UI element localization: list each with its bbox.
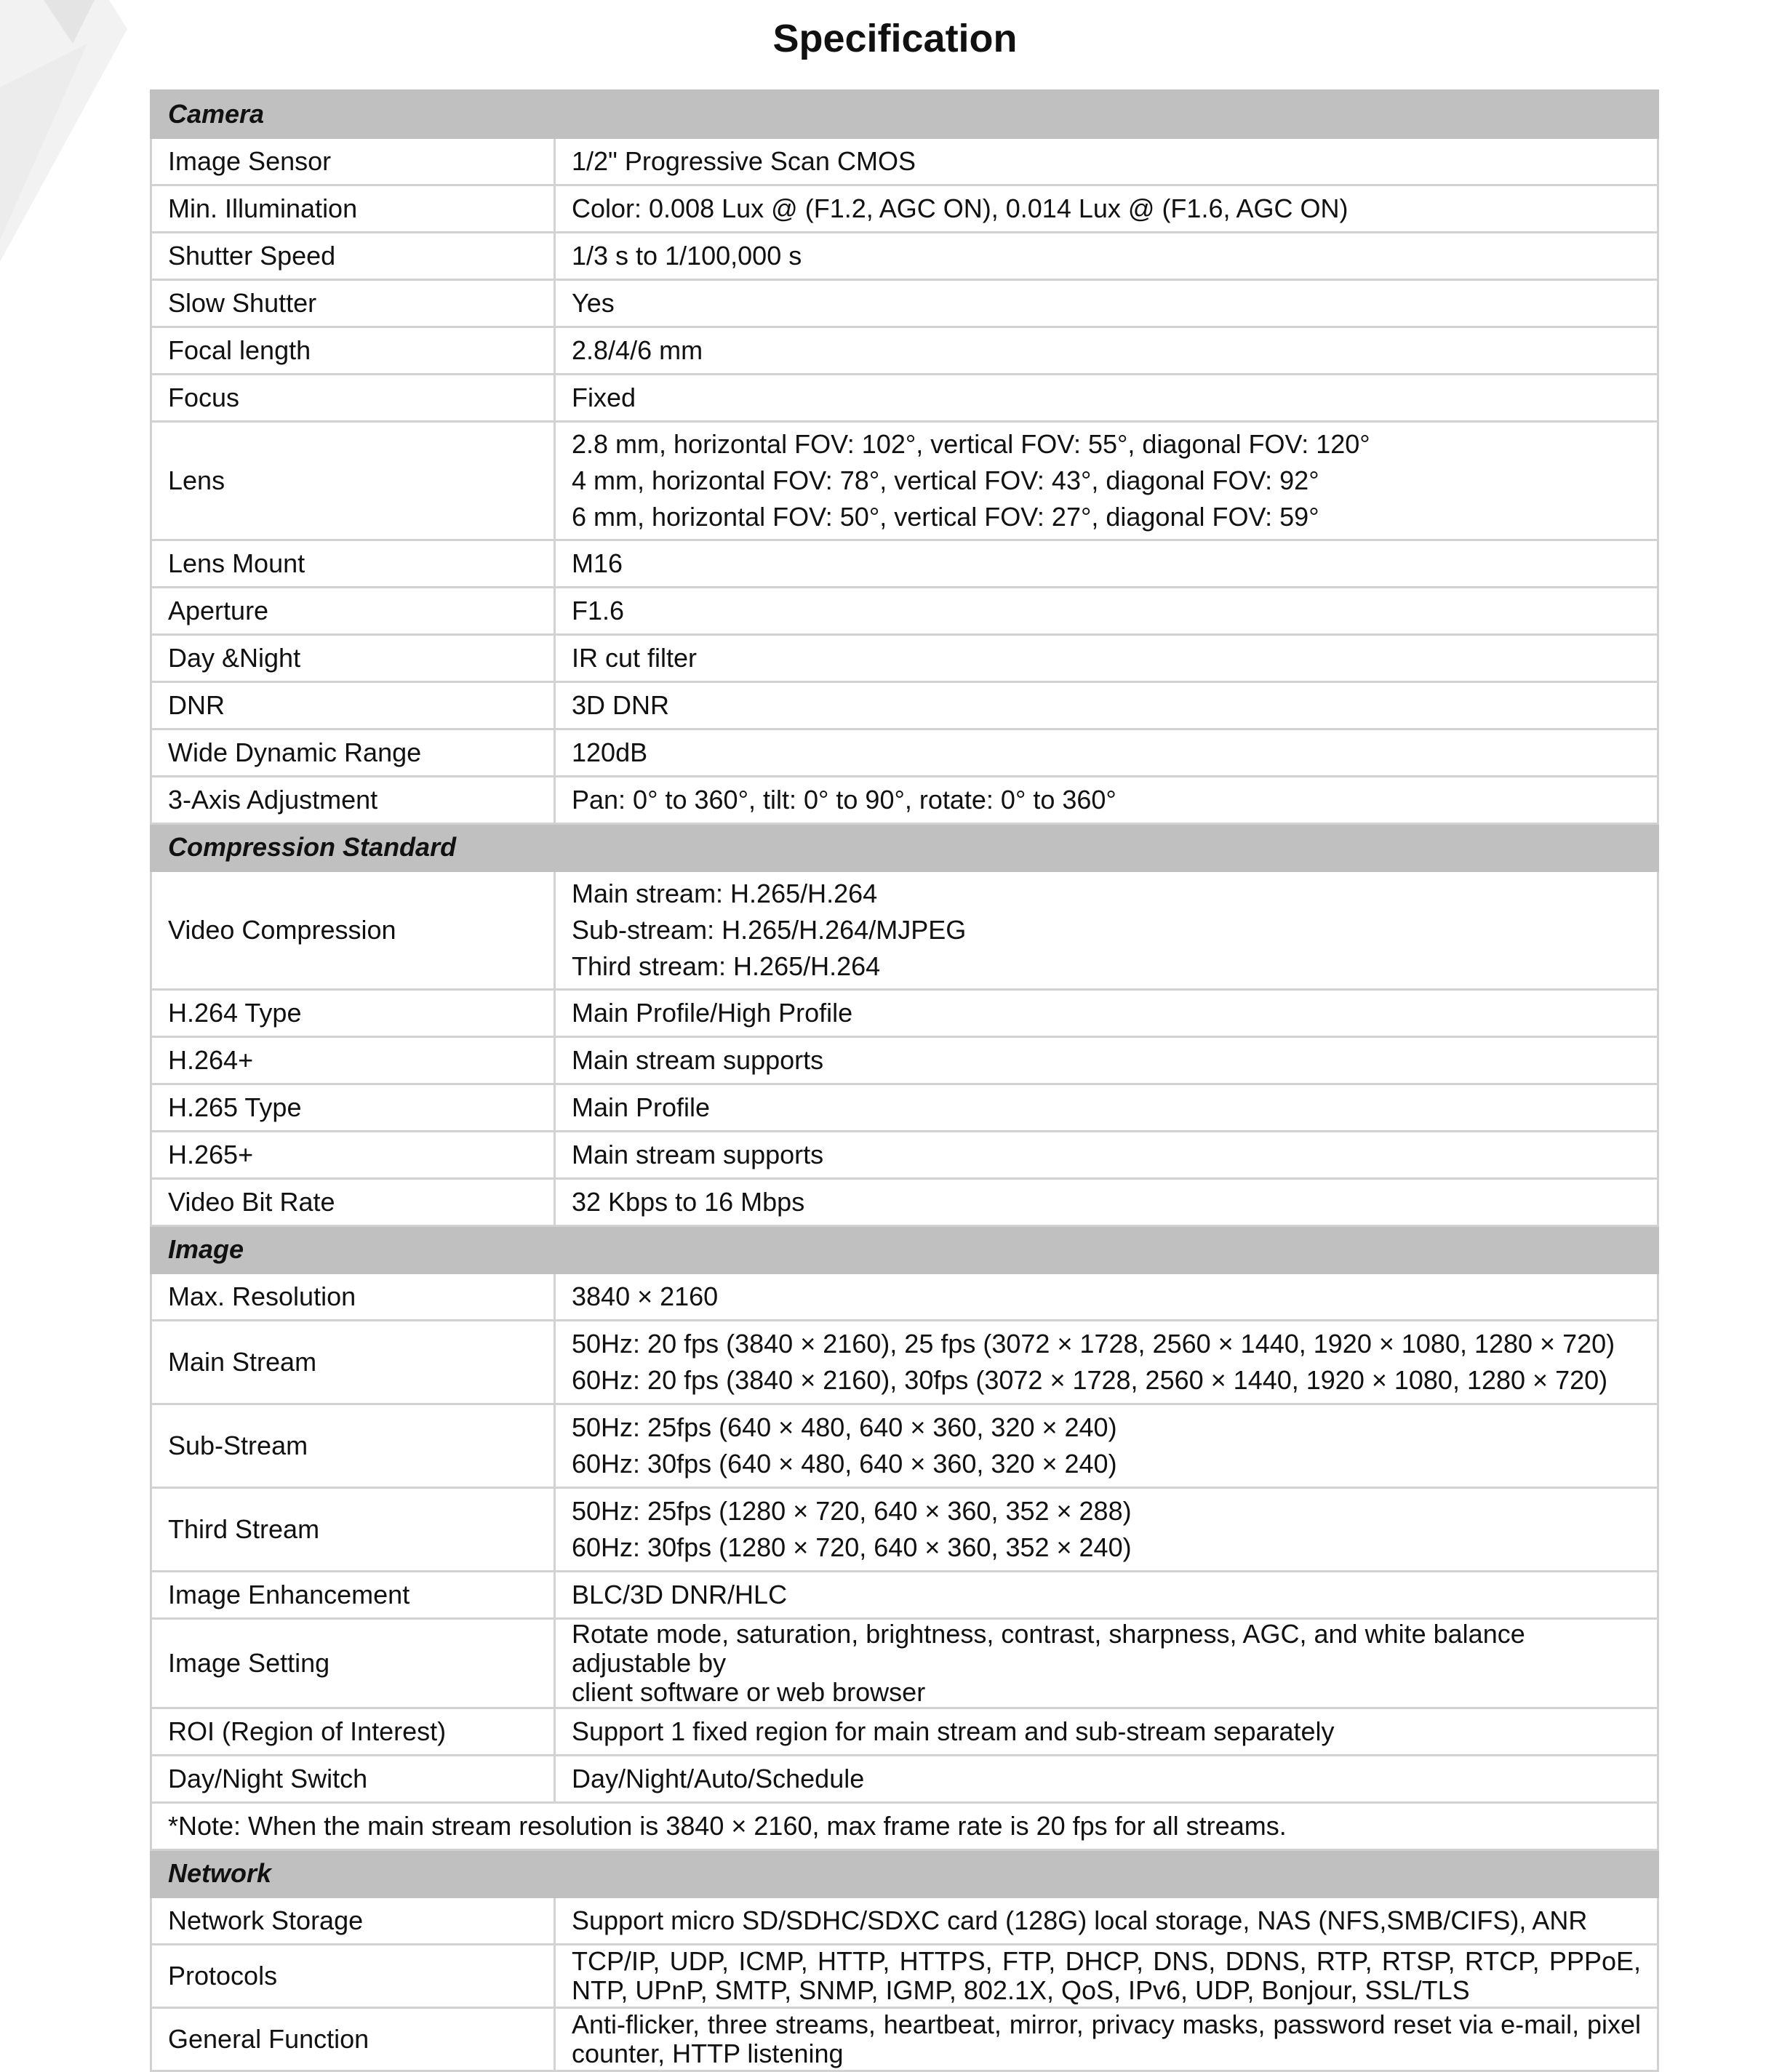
- spec-value: [555, 1404, 1658, 1488]
- spec-label: Image Enhancement: [151, 1572, 555, 1619]
- spec-value-line: 2.8 mm, horizontal FOV: 102°, vertical FOV: 55°, diagonal FOV: 120°: [572, 429, 1370, 459]
- page-title: Specification: [772, 17, 1018, 60]
- section-header-camera: [151, 91, 1658, 138]
- spec-value: [555, 871, 1658, 990]
- table-row: [151, 1572, 1658, 1619]
- table-row: [151, 1756, 1658, 1803]
- table-row: [151, 1897, 1658, 1945]
- spec-value: 2.8/4/6 mm: [555, 327, 1658, 375]
- spec-value: Day/Night/Auto/Schedule: [555, 1756, 1658, 1803]
- table-row: [151, 588, 1658, 635]
- spec-value: 1/3 s to 1/100,000 s: [555, 233, 1658, 280]
- spec-label: Slow Shutter: [151, 280, 555, 327]
- table-row: [151, 1404, 1658, 1488]
- spec-value-line: 6 mm, horizontal FOV: 50°, vertical FOV: 27°, diagonal FOV: 59°: [572, 502, 1319, 532]
- spec-value: Main Profile/High Profile: [555, 990, 1658, 1037]
- spec-value-line: Sub-stream: H.265/H.264/MJPEG: [572, 915, 967, 945]
- spec-value: Yes: [555, 280, 1658, 327]
- spec-value-line: Third stream: H.265/H.264: [572, 951, 881, 981]
- spec-label: ROI (Region of Interest): [151, 1708, 555, 1756]
- spec-label: DNR: [151, 682, 555, 729]
- table-row: [151, 1273, 1658, 1321]
- table-row: [151, 1619, 1658, 1708]
- note-row: [151, 1803, 1658, 1850]
- table-row: [151, 1084, 1658, 1132]
- spec-label: Max. Resolution: [151, 1273, 555, 1321]
- spec-value: M16: [555, 540, 1658, 588]
- section-title: Image: [151, 1226, 1658, 1273]
- spec-value: Main stream supports: [555, 1037, 1658, 1084]
- table-row: [151, 280, 1658, 327]
- table-row: [151, 1037, 1658, 1084]
- table-row: [151, 2008, 1658, 2071]
- section-header-network: [151, 1850, 1658, 1897]
- table-row: [151, 682, 1658, 729]
- spec-label: Image Sensor: [151, 138, 555, 185]
- spec-label: Focus: [151, 375, 555, 422]
- spec-value-line: 50Hz: 20 fps (3840 × 2160), 25 fps (3072 × 1728, 2560 × 1440, 1920 × 1080, 1280 × 720): [572, 1329, 1615, 1359]
- spec-value-line: client software or web browser: [572, 1677, 926, 1707]
- spec-label: Min. Illumination: [151, 185, 555, 233]
- section-title: Compression Standard: [151, 824, 1658, 871]
- table-row: [151, 327, 1658, 375]
- spec-label: Wide Dynamic Range: [151, 729, 555, 777]
- spec-label: Shutter Speed: [151, 233, 555, 280]
- spec-value-line: Main stream: H.265/H.264: [572, 879, 878, 908]
- table-row: [151, 635, 1658, 682]
- spec-label: Video Bit Rate: [151, 1179, 555, 1226]
- spec-label: 3-Axis Adjustment: [151, 777, 555, 824]
- table-row: [151, 729, 1658, 777]
- table-row: [151, 1708, 1658, 1756]
- table-row: [151, 1132, 1658, 1179]
- table-row: [151, 138, 1658, 185]
- spec-label: Image Setting: [151, 1619, 555, 1708]
- section-title: Network: [151, 1850, 1658, 1897]
- table-row: [151, 1179, 1658, 1226]
- spec-label: General Function: [151, 2008, 555, 2071]
- spec-value-line: 50Hz: 25fps (640 × 480, 640 × 360, 320 × 240): [572, 1412, 1117, 1442]
- spec-label: Video Compression: [151, 871, 555, 990]
- table-row: [151, 540, 1658, 588]
- spec-value-line: 50Hz: 25fps (1280 × 720, 640 × 360, 352 × 288): [572, 1496, 1132, 1526]
- spec-value: Fixed: [555, 375, 1658, 422]
- spec-value: Color: 0.008 Lux @ (F1.2, AGC ON), 0.014 Lux @ (F1.6, AGC ON): [555, 185, 1658, 233]
- spec-label: Focal length: [151, 327, 555, 375]
- table-row: [151, 422, 1658, 540]
- spec-label: Day/Night Switch: [151, 1756, 555, 1803]
- section-header-compression-standard: [151, 824, 1658, 871]
- spec-value: F1.6: [555, 588, 1658, 635]
- spec-value: [555, 1321, 1658, 1404]
- spec-value: Main Profile: [555, 1084, 1658, 1132]
- spec-label: Network Storage: [151, 1897, 555, 1945]
- spec-value: BLC/3D DNR/HLC: [555, 1572, 1658, 1619]
- spec-value-line: 60Hz: 20 fps (3840 × 2160), 30fps (3072 × 1728, 2560 × 1440, 1920 × 1080, 1280 × 720): [572, 1365, 1608, 1395]
- table-row: [151, 233, 1658, 280]
- spec-label: Third Stream: [151, 1488, 555, 1572]
- spec-value: 32 Kbps to 16 Mbps: [555, 1179, 1658, 1226]
- spec-value: IR cut filter: [555, 635, 1658, 682]
- table-row: [151, 990, 1658, 1037]
- spec-value: Pan: 0° to 360°, tilt: 0° to 90°, rotate: 0° to 360°: [555, 777, 1658, 824]
- table-row: [151, 1321, 1658, 1404]
- spec-label: H.264+: [151, 1037, 555, 1084]
- spec-value-line: 60Hz: 30fps (1280 × 720, 640 × 360, 352 × 240): [572, 1532, 1132, 1562]
- spec-value: [555, 1488, 1658, 1572]
- spec-value: 120dB: [555, 729, 1658, 777]
- spec-label: Day &Night: [151, 635, 555, 682]
- spec-value-line: Rotate mode, saturation, brightness, contrast, sharpness, AGC, and white balance adjustable by: [572, 1619, 1525, 1678]
- spec-label: Protocols: [151, 1945, 555, 2008]
- spec-label: Sub-Stream: [151, 1404, 555, 1488]
- spec-value: TCP/IP, UDP, ICMP, HTTP, HTTPS, FTP, DHCP, DNS, DDNS, RTP, RTSP, RTCP, PPPoE, NTP, UPnP, SMTP, SNMP, IGMP, 802.1X, QoS, IPv6, UDP, Bonjour, SSL/TLS: [555, 1945, 1658, 2008]
- spec-label: H.264 Type: [151, 990, 555, 1037]
- spec-value: 3D DNR: [555, 682, 1658, 729]
- spec-label: Main Stream: [151, 1321, 555, 1404]
- spec-label: H.265 Type: [151, 1084, 555, 1132]
- spec-label: Lens: [151, 422, 555, 540]
- spec-label: H.265+: [151, 1132, 555, 1179]
- spec-value: Support micro SD/SDHC/SDXC card (128G) local storage, NAS (NFS,SMB/CIFS), ANR: [555, 1897, 1658, 1945]
- spec-table: [150, 89, 1659, 2072]
- spec-value: 1/2" Progressive Scan CMOS: [555, 138, 1658, 185]
- table-row: [151, 777, 1658, 824]
- spec-value: 3840 × 2160: [555, 1273, 1658, 1321]
- spec-value: Support 1 fixed region for main stream and sub-stream separately: [555, 1708, 1658, 1756]
- spec-value-line: 60Hz: 30fps (640 × 480, 640 × 360, 320 × 240): [572, 1449, 1117, 1479]
- section-header-image: [151, 1226, 1658, 1273]
- spec-value: [555, 1619, 1658, 1708]
- table-row: [151, 871, 1658, 990]
- spec-label: Lens Mount: [151, 540, 555, 588]
- spec-label: Aperture: [151, 588, 555, 635]
- table-row: [151, 185, 1658, 233]
- section-title: Camera: [151, 91, 1658, 138]
- table-row: [151, 375, 1658, 422]
- table-row: [151, 1488, 1658, 1572]
- note-text: *Note: When the main stream resolution is 3840 × 2160, max frame rate is 20 fps for all streams.: [151, 1803, 1658, 1850]
- spec-value: Main stream supports: [555, 1132, 1658, 1179]
- table-row: [151, 1945, 1658, 2008]
- spec-value: Anti-flicker, three streams, heartbeat, mirror, privacy masks, password reset via e-mail, pixel counter, HTTP listening: [555, 2008, 1658, 2071]
- spec-value: [555, 422, 1658, 540]
- spec-value-line: 4 mm, horizontal FOV: 78°, vertical FOV: 43°, diagonal FOV: 92°: [572, 465, 1319, 495]
